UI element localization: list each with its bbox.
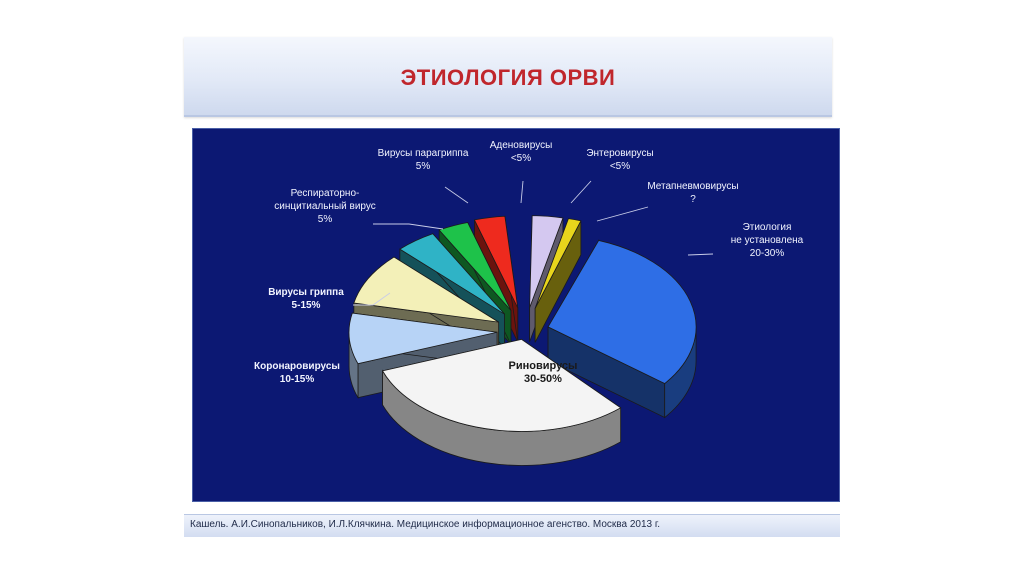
slide-title: ЭТИОЛОГИЯ ОРВИ xyxy=(400,65,616,90)
title-bar xyxy=(184,37,832,117)
slice-label: Риновирусы 30-50% xyxy=(508,360,578,385)
leader-line xyxy=(373,224,443,229)
slice-label: Респираторно-синцитиальный вирус 5% xyxy=(274,188,376,225)
leader-line xyxy=(571,181,591,203)
leader-line xyxy=(688,254,713,255)
slice-label: Вирусы парагриппа 5% xyxy=(377,148,469,172)
source-citation: Кашель. А.И.Синопальников, И.Л.Клячкина. Медицинское информационное агенство. Москва 2013 г. xyxy=(190,519,661,530)
leader-line xyxy=(597,207,648,221)
slice-label: Аденовирусы <5% xyxy=(489,140,553,164)
footer-bar xyxy=(184,514,840,537)
chart-panel xyxy=(192,128,840,502)
slice-label: Вирусы гриппа 5-15% xyxy=(268,287,344,311)
slice-label: Метапневмовирусы ? xyxy=(647,181,739,205)
leader-line xyxy=(521,181,523,203)
slice-label: Этиология не установлена 20-30% xyxy=(730,222,804,259)
pie-slices xyxy=(349,216,696,466)
slice-label: Энтеровирусы <5% xyxy=(586,148,654,172)
slice-label: Коронаровирусы 10-15% xyxy=(254,361,340,385)
leader-line xyxy=(445,187,468,203)
pie-chart xyxy=(193,129,839,501)
